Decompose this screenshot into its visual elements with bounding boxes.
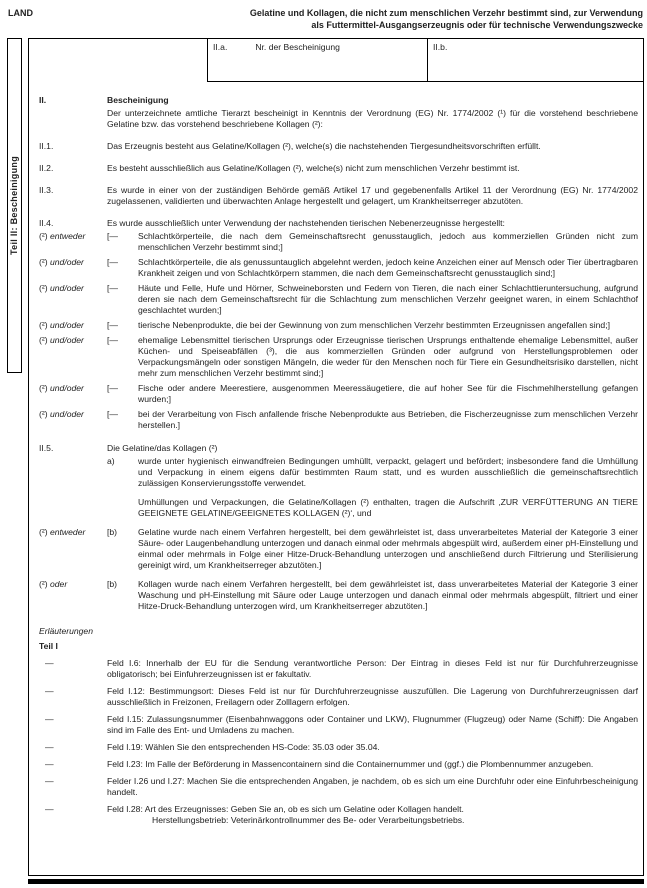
note-subtext: Herstellungsbetrieb: Veterinärkontrollnummer des Be- oder Verarbeitungsbetriebs. [152,815,465,825]
note-text: Felder I.26 und I.27: Machen Sie die entsprechenden Angaben, je nachdem, ob es sich um eine Durchfuhr oder eine Einfuhrbescheinigung handelt. [107,776,638,797]
certificate-content [29,82,643,875]
option-text: Häute und Felle, Hufe und Hörner, Schweineborsten und Federn von Tieren, die nach einer Schlachttieruntersuchung, aufgrund deren sie nach dem Gemeinschaftsrecht für die Schlachtung zum menschlichen Verzehr geeignet waren, in einem Schlachthof geschlachtet wurden;] [138,283,638,315]
byproduct-option-row [39,320,638,331]
byproduct-option-row [39,231,638,253]
clause-ii5a-label: a) [107,456,115,466]
section-ii-number: II. [39,95,47,105]
option-bracket: [— [107,283,118,293]
part1-heading-row [39,641,638,652]
byproduct-option-row [39,257,638,279]
option-text: Gelatine wurde nach einem Verfahren hergestellt, bei dem gewährleistet ist, dass unverarbeitetes Material der Kategorie 3 einer Säure- oder Laugenbehandlung unterzogen und danach einmal oder mehrmals abgespült wird, außerdem einer pH-Einstellung und einmal oder mehrmals in Folge einer Hitze-Druck-Behandlung unterzogen und anschließend durch Filtrierung und Sterilisierung gereinigt wird, um Krankheitserreger abzutöten.] [138,527,638,570]
part2-sidebar [7,38,22,373]
clause-ii5-text: Die Gelatine/das Kollagen (²) [107,443,218,453]
part2-sidebar-label: Teil II: Bescheinigung [9,156,19,255]
option-bracket: [b) [107,527,118,537]
clause-ii4-text: Es wurde ausschließlich unter Verwendung der nachstehenden tierischen Nebenerzeugnisse hergestellt: [107,218,505,228]
bottom-rule [28,879,644,884]
part1-heading: Teil I [39,641,58,651]
certificate-body [28,38,644,876]
document-title-line2: als Futtermittel-Ausgangserzeugnis oder für technische Verwendungszwecke [311,19,643,30]
note-row [39,686,638,708]
option-keyword: (²) und/oder [39,335,84,345]
clause-ii1 [39,141,638,152]
option-text: Schlachtkörperteile, die nach dem Gemeinschaftsrecht genusstauglich, jedoch aus kommerziellen Gründen nicht zum menschlichen Verzehr bestimmt sind;] [138,231,638,252]
certificate-number-cell [208,39,428,81]
option-text: bei der Verarbeitung von Fisch anfallende frische Nebenprodukte aus Betrieben, die Fischerzeugnisse zum menschlichen Verzehr herstellen.] [138,409,638,430]
option-keyword: (²) und/oder [39,409,84,419]
option-bracket: [— [107,335,118,345]
byproduct-option-row [39,335,638,379]
clause-ii3 [39,185,638,207]
option-keyword: (²) oder [39,579,68,589]
clause-ii5-number: II.5. [39,443,54,453]
byproduct-option-row [39,283,638,316]
option-text: Schlachtkörperteile, die als genussuntauglich abgelehnt werden, jedoch keine Anzeichen einer auf Mensch oder Tier übertragbaren Krankheit zeigen und von Schlachtkörpern stammen, die nach dem Gemeinschaftsrecht genusstauglich sind;] [138,257,638,278]
note-text-group [107,804,638,826]
notes-heading-row [39,626,638,637]
section-ii-title: Bescheinigung [107,95,169,105]
clause-ii2-number: II.2. [39,163,54,173]
note-dash: — [45,759,54,769]
clause-ii1-number: II.1. [39,141,54,151]
certificate-number-title: Nr. der Bescheinigung [255,42,340,52]
clause-ii4-number: II.4. [39,218,54,228]
clause-ii5a-paragraph2 [39,497,638,519]
option-bracket: [— [107,320,118,330]
clause-ii4 [39,218,638,229]
note-row [39,776,638,798]
note-row [39,658,638,680]
note-text: Feld I.23: Im Falle der Beförderung in Massencontainern sind die Containernummer und (ggf.) die Plombennummer anzugeben. [107,759,594,769]
note-row [39,714,638,736]
notes-heading: Erläuterungen [39,626,93,636]
iia-label: II.a. [213,42,228,52]
iib-label: II.b. [433,42,448,52]
note-dash: — [45,714,54,724]
clause-ii2 [39,163,638,174]
option-text: tierische Nebenprodukte, die bei der Gewinnung von zum menschlichen Verzehr bestimmten Erzeugnissen angefallen sind;] [138,320,610,330]
note-dash: — [45,686,54,696]
document-title [203,8,643,31]
clause-ii5 [39,443,638,454]
process-option-row [39,579,638,612]
option-text: Fische oder andere Meerestiere, ausgenommen Meeressäugetiere, die auf hoher See für die Fischmehlherstellung gefangen wurden;] [138,383,638,404]
option-text: ehemalige Lebensmittel tierischen Ursprungs oder Erzeugnisse tierischen Ursprungs enthaltende ehemalige Lebensmittel, außer Küchen- und Speiseabfällen (³), die aus kommerziellen Gründen oder aufgrund von Herstellungsproblemen oder Verpackungsmängeln oder sonstigen Mängeln, die weder für den Menschen noch für Tiere ein Gesundheitsrisiko darstellen, nicht mehr zum menschlichen Verzehr bestimmt sind;] [138,335,638,378]
clause-ii5a [39,456,638,489]
option-text: Kollagen wurde nach einem Verfahren hergestellt, bei dem gewährleistet ist, dass unverarbeitetes Material der Kategorie 3 einer Waschung und pH-Einstellung mit Säure oder Lauge unterzogen und danach einmal oder mehrmals abgespült, filtriert und einer Hitze-Druck-Behandlung unterzogen wird, um Krankheitserreger abzutöten.] [138,579,638,611]
clause-ii1-text: Das Erzeugnis besteht aus Gelatine/Kollagen (²), welche(s) die nachstehenden Tiergesundheitsvorschriften erfüllt. [107,141,541,151]
note-row [39,804,638,826]
country-label: LAND [8,8,33,18]
process-option-row [39,527,638,571]
option-bracket: [b) [107,579,118,589]
note-row [39,759,638,770]
byproduct-option-row [39,383,638,405]
byproduct-option-row [39,409,638,431]
labelling-text: Umhüllungen und Verpackungen, die Gelatine/Kollagen (²) enthalten, tragen die Aufschrift ‚ZUR VERFÜTTERUNG AN TIERE GEEIGNETE GELATINE/GEEIGNETES KOLLAGEN (²)‘, und [138,497,638,518]
clause-ii3-text: Es wurde in einer von der zuständigen Behörde gemäß Artikel 17 und gegebenenfalls Artikel 11 der Verordnung (EG) Nr. 1774/2002 zugelassenen, validierten und überwachten Anlage hergestellt und gelagert, um Krankheitserreger abzutöten. [107,185,638,206]
note-text: Feld I.12: Bestimmungsort: Dieses Feld ist nur für Durchfuhrerzeugnisse auszufüllen. Die Lagerung von Durchfuhrerzeugnissen darf ausschließlich in Freizonen, Freilagern oder Zolllagern erfolgen. [107,686,638,707]
note-text: Feld I.15: Zulassungsnummer (Eisenbahnwaggons oder Container und LKW), Flugnummer (Flugzeug) oder Name (Schiff): Die Angaben sind im Falle des Ent- und Umladens zu machen. [107,714,638,735]
option-keyword: (²) und/oder [39,383,84,393]
section-ii-header [39,95,638,106]
note-dash: — [45,742,54,752]
note-text: Feld I.19: Wählen Sie den entsprechenden HS-Code: 35.03 oder 35.04. [107,742,380,752]
note-text: Feld I.28: Art des Erzeugnisses: Geben Sie an, ob es sich um Gelatine oder Kollagen handelt. [107,804,464,814]
clause-ii3-number: II.3. [39,185,54,195]
option-bracket: [— [107,231,118,241]
note-text: Feld I.6: Innerhalb der EU für die Sendung verantwortliche Person: Der Eintrag in dieses Feld ist nur für Durchfuhrerzeugnisse obligatorisch; bei Einfuhrerzeugnissen ist er fakultativ. [107,658,638,679]
note-dash: — [45,804,54,814]
clause-ii5a-text: wurde unter hygienisch einwandfreien Bedingungen umhüllt, verpackt, gelagert und befördert; insbesondere fand die Umhüllung und Verpackung in einem eigens dafür bestimmten Raum statt, und es wurden ausschließlich die gemeinschaftsrechtlich zulässigen Konservierungsstoffe verwendet. [138,456,638,488]
option-keyword: (²) entweder [39,527,86,537]
clause-ii2-text: Es besteht ausschließlich aus Gelatine/Kollagen (²), welche(s) nicht zum menschlichen Verzehr bestimmt ist. [107,163,520,173]
option-keyword: (²) und/oder [39,257,84,267]
document-title-line1: Gelatine und Kollagen, die nicht zum menschlichen Verzehr bestimmt sind, zur Verwendung [249,8,643,18]
note-dash: — [45,658,54,668]
certification-intro-text: Der unterzeichnete amtliche Tierarzt bescheinigt in Kenntnis der Verordnung (EG) Nr. 1774/2002 (¹) für die vorstehend beschriebene Gelatine bzw. das vorstehend beschriebene Kollagen (²): [107,108,638,129]
option-bracket: [— [107,383,118,393]
option-keyword: (²) und/oder [39,283,84,293]
option-bracket: [— [107,257,118,267]
certification-intro [39,108,638,130]
note-row [39,742,638,753]
option-keyword: (²) entweder [39,231,86,241]
iib-cell [428,39,643,81]
reference-number-table [207,39,643,82]
note-dash: — [45,776,54,786]
option-keyword: (²) und/oder [39,320,84,330]
option-bracket: [— [107,409,118,419]
